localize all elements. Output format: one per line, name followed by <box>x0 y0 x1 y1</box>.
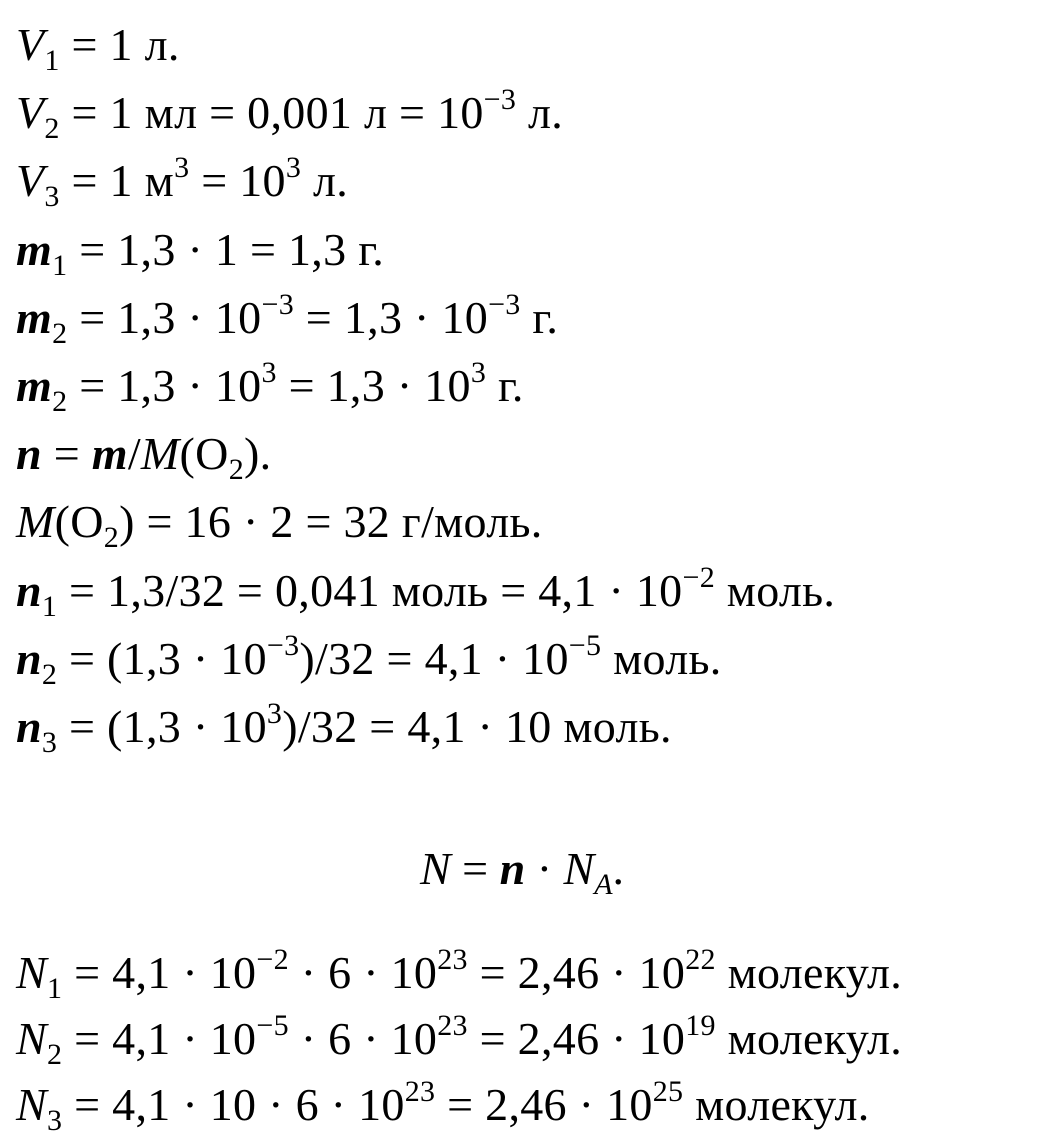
formula-segment: 1 <box>41 589 58 623</box>
formula-segment: = 1,3 · 10 <box>276 360 471 411</box>
formula-segment: 1 <box>52 248 68 282</box>
formula-segment: 3 <box>44 180 60 214</box>
formula-segment: = 2,46 · 10 <box>467 947 686 998</box>
equation-line <box>16 356 524 418</box>
formula-segment: M <box>140 428 180 480</box>
formula-segment: 3 <box>46 1104 63 1137</box>
formula-segment: 2 <box>103 521 120 555</box>
formula-segment: −3 <box>483 83 517 117</box>
formula-segment: 3 <box>261 356 277 389</box>
formula-segment: 2 <box>52 385 68 418</box>
equation-line <box>16 697 672 759</box>
formula-segment: = (1,3 · 10 <box>57 632 267 684</box>
formula-segment: m <box>16 360 53 411</box>
formula-segment: V <box>16 155 45 207</box>
equation-line <box>16 496 543 555</box>
formula-segment: V <box>16 87 45 139</box>
formula-segment: = 1 мл = 0,001 л = 10 <box>59 87 484 139</box>
formula-segment: = 1,3/32 = 0,041 моль = 4,1 · 10 <box>57 564 683 616</box>
formula-segment: 3 <box>266 697 283 730</box>
formula-segment: = 1,3 · 1 = 1,3 г. <box>67 223 384 275</box>
formula-segment: 2 <box>52 316 68 350</box>
formula-segment: г. <box>520 291 559 343</box>
formula-segment: = 4,1 · 10 · 6 · 10 <box>62 1079 405 1130</box>
formula-segment: л. <box>516 87 564 139</box>
formula-segment: N <box>419 843 451 894</box>
formula-segment: m <box>16 291 53 343</box>
formula-segment: 3 <box>174 151 190 185</box>
formula-segment: = 2,46 · 10 <box>467 1013 686 1064</box>
formula-segment: N <box>563 843 595 894</box>
formula-segment: −2 <box>682 560 715 594</box>
formula-segment: . <box>612 843 625 894</box>
equation-line <box>16 19 180 77</box>
formula-segment: 3 <box>285 151 302 185</box>
formula-segment: m <box>91 428 128 480</box>
equation-line <box>16 287 559 350</box>
molecule-equation-line <box>16 1075 870 1137</box>
formula-segment: 22 <box>685 943 716 976</box>
formula-segment: 19 <box>685 1009 716 1042</box>
formula-segment: n <box>16 564 42 616</box>
formula-segment: 3 <box>470 356 487 389</box>
formula-segment: · 6 · 10 <box>288 947 438 998</box>
formula-segment: = <box>450 843 500 894</box>
formula-segment: = 2,46 · 10 <box>435 1079 653 1130</box>
formula-segment: ) = 16 · 2 = 32 г/моль. <box>119 496 543 548</box>
formula-segment: = 1 л. <box>59 19 180 70</box>
formula-segment: = 1 м <box>59 155 175 207</box>
equation-line <box>16 560 836 623</box>
equation-line <box>16 151 349 214</box>
formula-segment: = 1,3 · 10 <box>67 291 262 343</box>
formula-segment: = 1,3 · 10 <box>294 291 489 343</box>
formula-segment: n <box>16 632 42 684</box>
central-formula <box>0 843 1044 901</box>
formula-segment: 2 <box>46 1038 63 1071</box>
formula-segment: молекул. <box>715 1013 903 1064</box>
formula-segment: −5 <box>256 1009 289 1042</box>
formula-segment: молекул. <box>715 947 903 998</box>
formula-segment: A <box>594 868 613 901</box>
formula-segment: 2 <box>228 453 244 487</box>
formula-segment: = 4,1 · 10 <box>62 947 257 998</box>
formula-segment: 23 <box>437 943 468 976</box>
equation-line <box>16 428 272 487</box>
formula-segment: )/32 = 4,1 · 10 моль. <box>282 701 672 752</box>
formula-segment: = 4,1 · 10 <box>62 1013 257 1064</box>
equation-line <box>16 223 384 282</box>
formula-segment: −5 <box>568 628 602 662</box>
formula-segment: m <box>16 223 53 275</box>
formula-segment: n <box>16 428 42 480</box>
formula-segment: N <box>16 1079 47 1130</box>
formula-segment: ). <box>244 428 272 480</box>
formula-segment: −3 <box>261 287 294 321</box>
equation-line <box>16 83 564 146</box>
formula-segment: 25 <box>652 1075 684 1108</box>
formula-segment: · <box>525 843 564 894</box>
formula-segment: = 10 <box>189 155 286 207</box>
equation-line <box>16 628 722 691</box>
formula-segment: / <box>127 428 141 480</box>
formula-segment: )/32 = 4,1 · 10 <box>299 632 569 684</box>
formula-segment: V <box>16 19 45 70</box>
formula-segment: −2 <box>256 943 289 976</box>
formula-segment: (O <box>179 428 229 480</box>
formula-segment: M <box>16 496 55 548</box>
formula-segment: · 6 · 10 <box>288 1013 438 1064</box>
formula-segment: −3 <box>488 287 521 321</box>
formula-segment: 1 <box>44 44 60 77</box>
molecule-equation-line <box>16 943 903 1005</box>
formula-segment: 3 <box>41 726 58 759</box>
formula-segment: n <box>499 843 526 894</box>
formula-segment: N <box>16 947 47 998</box>
formula-segment: = 1,3 · 10 <box>67 360 262 411</box>
formula-segment: 2 <box>44 112 60 146</box>
formula-segment: 23 <box>437 1009 468 1042</box>
formula-segment: = <box>41 428 92 480</box>
formula-segment: N <box>16 1013 47 1064</box>
formula-segment: молекул. <box>683 1079 870 1130</box>
formula-segment: n <box>16 701 42 752</box>
formula-segment: моль. <box>601 632 722 684</box>
formula-segment: 1 <box>46 972 63 1005</box>
formula-segment: (O <box>54 496 104 548</box>
formula-segment: моль. <box>715 564 836 616</box>
formula-segment: = (1,3 · 10 <box>57 701 267 752</box>
formula-segment: 23 <box>404 1075 436 1108</box>
formula-segment: −3 <box>266 628 300 662</box>
formula-segment: г. <box>486 360 524 411</box>
formula-segment: л. <box>301 155 349 207</box>
formula-segment: 2 <box>41 657 58 691</box>
molecule-equation-line <box>16 1009 903 1071</box>
